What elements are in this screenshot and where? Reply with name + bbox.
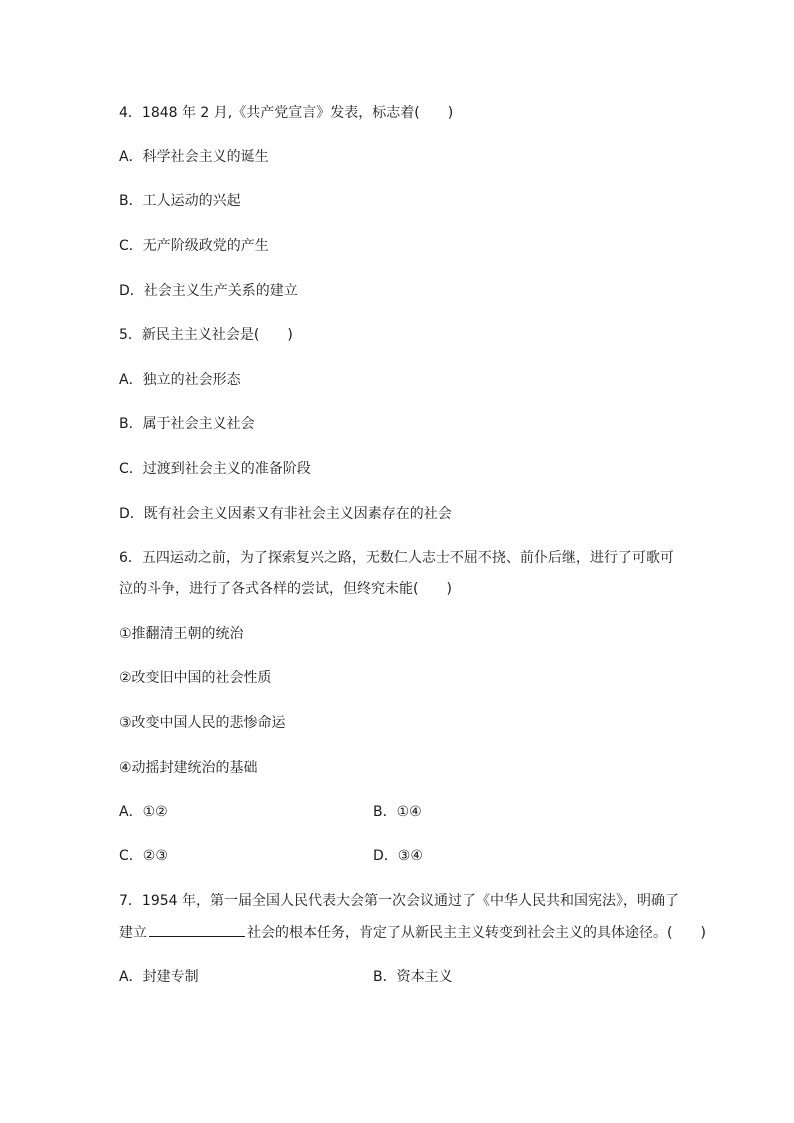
question-7-stem-after-blank: 社会的根本任务，肯定了从新民主主义转变到社会主义的具体途径。( ) (247, 925, 706, 941)
question-7-option-a: A．封建专制 (119, 969, 199, 985)
question-4-stem: 4．1848 年 2 月,《共产党宣言》发表，标志着( ) (119, 105, 454, 121)
question-6-stem-line-1: 6．五四运动之前，为了探索复兴之路，无数仁人志士不屈不挠、前仆后继，进行了可歌可 (119, 550, 674, 566)
question-7-stem-before-blank: 建立 (119, 925, 147, 941)
question-6-option-c: C．②③ (119, 848, 168, 864)
question-4-option-d: D．社会主义生产关系的建立 (119, 283, 298, 299)
question-5-stem: 5．新民主主义社会是( ) (119, 327, 293, 343)
answer-blank (149, 922, 245, 937)
question-5-option-c: C．过渡到社会主义的准备阶段 (119, 461, 311, 477)
question-6-option-b: B．①④ (373, 804, 422, 820)
question-6-item-1: ①推翻清王朝的统治 (119, 626, 244, 642)
question-6-item-3: ③改变中国人民的悲惨命运 (119, 715, 286, 731)
question-7-option-b: B．资本主义 (373, 969, 453, 985)
question-4-option-b: B．工人运动的兴起 (119, 193, 241, 209)
question-6-option-d: D．③④ (373, 848, 423, 864)
question-6-item-2: ②改变旧中国的社会性质 (119, 670, 272, 686)
question-7-stem-line-1: 7．1954 年，第一届全国人民代表大会第一次会议通过了《中华人民共和国宪法》，明确了 (119, 893, 679, 909)
question-4-option-c: C．无产阶级政党的产生 (119, 238, 269, 254)
question-7-stem-line-2 (119, 922, 706, 943)
question-5-option-d: D．既有社会主义因素又有非社会主义因素存在的社会 (119, 506, 452, 522)
question-6-stem-line-2: 泣的斗争，进行了各式各样的尝试，但终究未能( ) (119, 581, 452, 597)
question-6-item-4: ④动摇封建统治的基础 (119, 760, 258, 776)
question-5-option-a: A．独立的社会形态 (119, 372, 241, 388)
question-6-option-a: A．①② (119, 804, 168, 820)
question-4-option-a: A．科学社会主义的诞生 (119, 149, 269, 165)
question-5-option-b: B．属于社会主义社会 (119, 416, 255, 432)
